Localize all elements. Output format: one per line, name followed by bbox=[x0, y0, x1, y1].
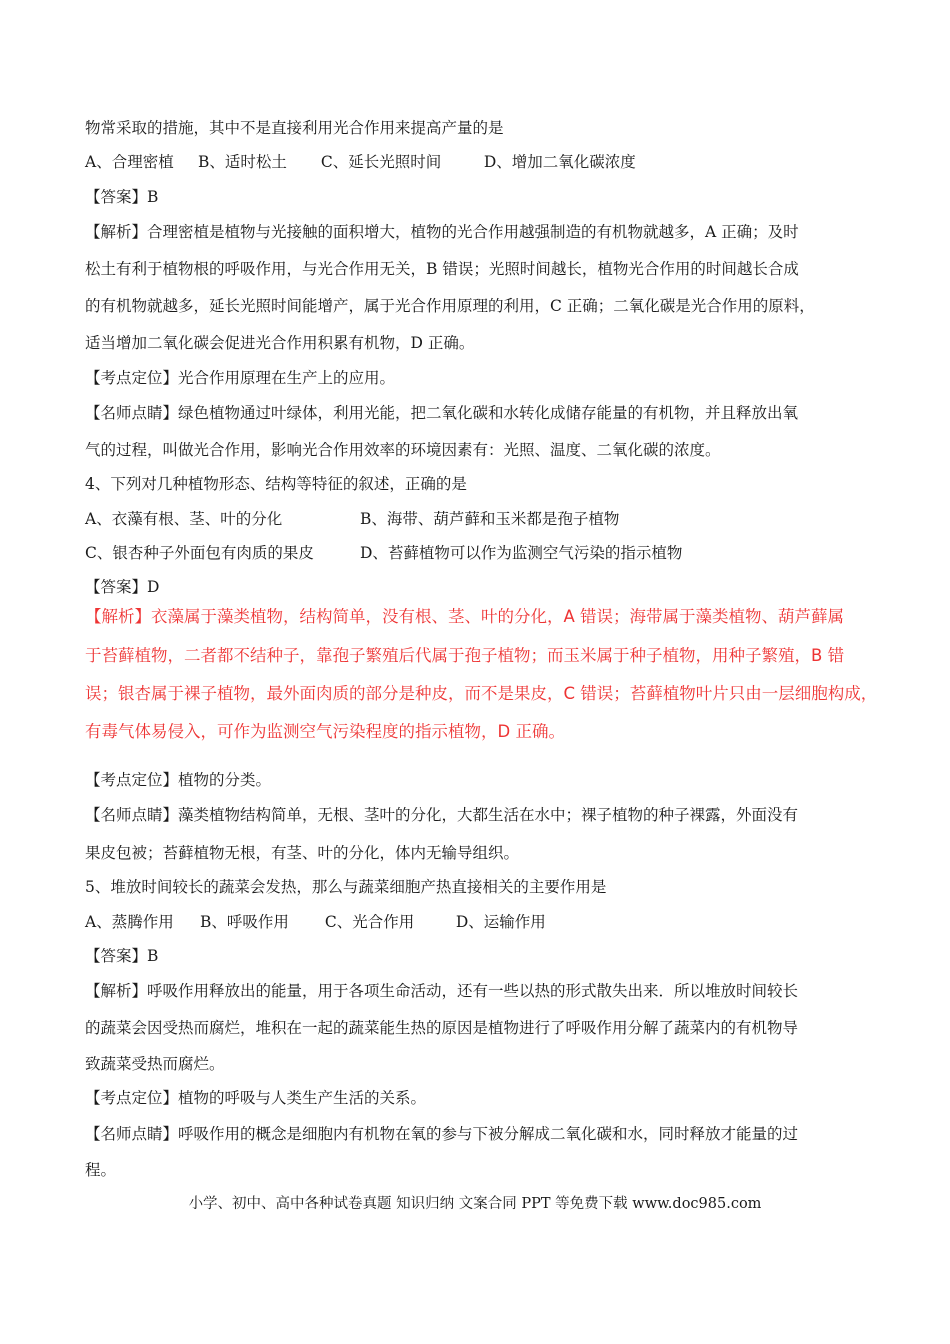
q4-knowledge-point: 【考点定位】植物的分类。 bbox=[85, 771, 272, 789]
q3-teacher-tip-line: 【名师点睛】绿色植物通过叶绿体，利用光能，把二氧化碳和水转化成储存能量的有机物，并且释放出氧 bbox=[85, 404, 799, 422]
q4-analysis-line: 误；银杏属于裸子植物，最外面肉质的部分是种皮，而不是果皮，C 错误；苔藓植物叶片只由一层细胞构成， bbox=[85, 684, 878, 703]
q5-knowledge-point: 【考点定位】植物的呼吸与人类生产生活的关系。 bbox=[85, 1089, 427, 1107]
q4-option-c: C、银杏种子外面包有肉质的果皮 bbox=[85, 544, 314, 562]
q3-analysis-line: 【解析】合理密植是植物与光接触的面积增大，植物的光合作用越强制造的有机物就越多，A 正确；及时 bbox=[85, 223, 799, 241]
q5-option-b: B、呼吸作用 bbox=[199, 913, 289, 931]
q3-option-c: C、延长光照时间 bbox=[320, 153, 442, 171]
q5-analysis-line: 致蔬菜受热而腐烂。 bbox=[85, 1055, 225, 1073]
q3-knowledge-point: 【考点定位】光合作用原理在生产上的应用。 bbox=[85, 369, 396, 387]
q3-analysis-line: 松土有利于植物根的呼吸作用，与光合作用无关，B 错误；光照时间越长，植物光合作用的时间越长合成 bbox=[85, 260, 799, 278]
q5-analysis-line: 【解析】呼吸作用释放出的能量，用于各项生命活动，还有一些以热的形式散失出来．所以堆放时间较长 bbox=[85, 982, 799, 1000]
q4-stem: 4、下列对几种植物形态、结构等特征的叙述，正确的是 bbox=[85, 475, 467, 493]
q4-analysis-line: 于苔藓植物，二者都不结种子，靠孢子繁殖后代属于孢子植物；而玉米属于种子植物，用种子繁殖，B 错 bbox=[85, 646, 845, 665]
q4-analysis-line: 【解析】衣藻属于藻类植物，结构简单，没有根、茎、叶的分化，A 错误；海带属于藻类植物、葫芦藓属 bbox=[85, 607, 845, 626]
q4-options-row-1 bbox=[85, 509, 619, 529]
q4-option-a: A、衣藻有根、茎、叶的分化 bbox=[85, 510, 283, 528]
q3-option-a: A、合理密植 bbox=[85, 153, 174, 171]
q4-option-b: B、海带、葫芦藓和玉米都是孢子植物 bbox=[359, 510, 620, 528]
q5-stem: 5、堆放时间较长的蔬菜会发热，那么与蔬菜细胞产热直接相关的主要作用是 bbox=[85, 878, 607, 896]
q5-analysis-line: 的蔬菜会因受热而腐烂，堆积在一起的蔬菜能生热的原因是植物进行了呼吸作用分解了蔬菜内的有机物导 bbox=[85, 1019, 799, 1037]
q5-teacher-tip-line: 程。 bbox=[85, 1161, 117, 1179]
q3-stem-tail: 物常采取的措施，其中不是直接利用光合作用来提高产量的是 bbox=[85, 119, 504, 137]
q4-teacher-tip-line: 果皮包被；苔藓植物无根，有茎、叶的分化，体内无输导组织。 bbox=[85, 844, 520, 862]
q5-option-a: A、蒸腾作用 bbox=[85, 913, 174, 931]
q4-analysis-line: 有毒气体易侵入，可作为监测空气污染程度的指示植物，D 正确。 bbox=[85, 722, 565, 741]
q4-teacher-tip-line: 【名师点睛】藻类植物结构简单，无根、茎叶的分化，大都生活在水中；裸子植物的种子裸露，外面没有 bbox=[85, 806, 799, 824]
q3-analysis-line: 的有机物就越多，延长光照时间能增产，属于光合作用原理的利用，C 正确；二氧化碳是光合作用的原料， bbox=[85, 297, 815, 315]
q5-option-c: C、光合作用 bbox=[324, 913, 415, 931]
q3-options bbox=[85, 152, 636, 172]
q5-answer: 【答案】B bbox=[85, 947, 159, 965]
q3-answer: 【答案】B bbox=[85, 188, 159, 206]
page-footer: 小学、初中、高中各种试卷真题 知识归纳 文案合同 PPT 等免费下载 www.doc985.com bbox=[188, 1196, 762, 1212]
q3-analysis-line: 适当增加二氧化碳会促进光合作用积累有机物，D 正确。 bbox=[85, 334, 475, 352]
q3-teacher-tip-line: 气的过程，叫做光合作用，影响光合作用效率的环境因素有：光照、温度、二氧化碳的浓度。 bbox=[85, 441, 721, 459]
q5-option-d: D、运输作用 bbox=[455, 913, 546, 931]
q4-options-row-2 bbox=[85, 543, 682, 563]
q4-answer: 【答案】D bbox=[85, 578, 160, 596]
q5-teacher-tip-line: 【名师点睛】呼吸作用的概念是细胞内有机物在氧的参与下被分解成二氧化碳和水，同时释放才能量的过 bbox=[85, 1125, 799, 1143]
q4-option-d: D、苔藓植物可以作为监测空气污染的指示植物 bbox=[359, 544, 683, 562]
q3-option-d: D、增加二氧化碳浓度 bbox=[483, 153, 636, 171]
q5-options bbox=[85, 912, 546, 932]
q3-option-b: B、适时松土 bbox=[197, 153, 287, 171]
